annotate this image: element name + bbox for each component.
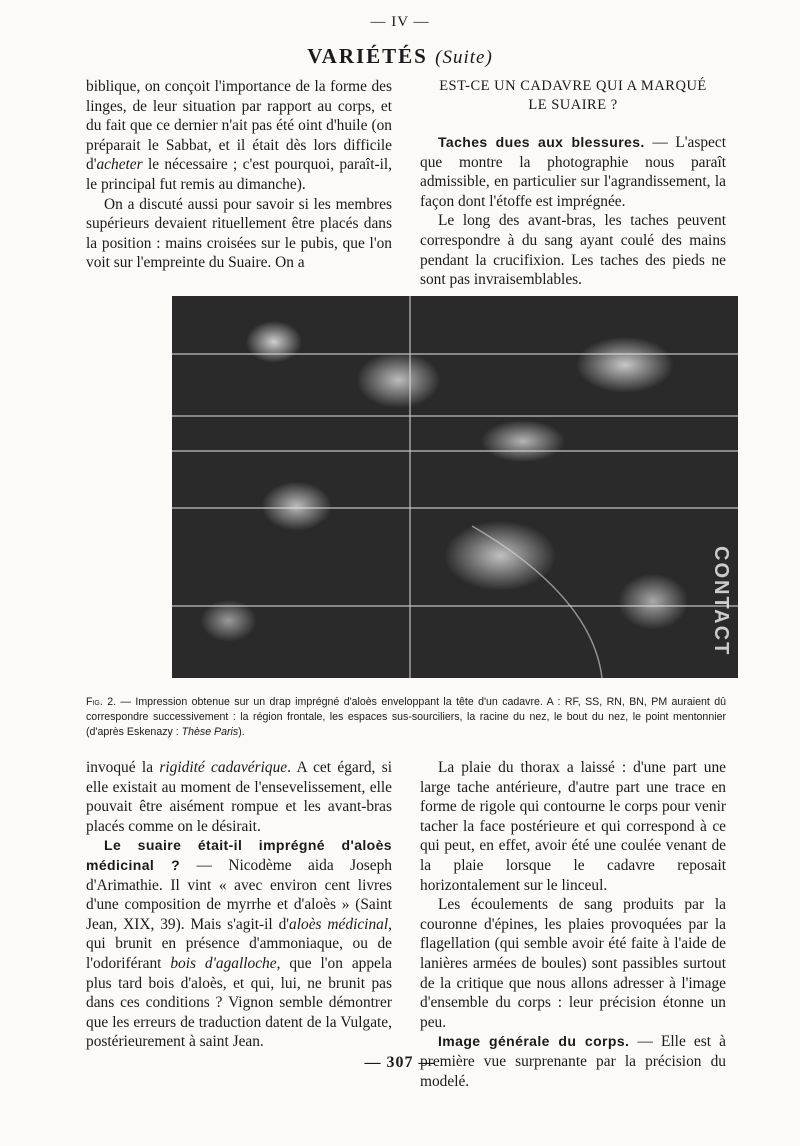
text-run: , qui brunit en présence d'ammoniaque, ou de l'odoriférant (86, 915, 392, 972)
page-number: — 307 — (364, 1054, 436, 1071)
text-run: , que l'on appela plus tard bois d'aloès, et qui, lui, ne brunit pas dans ces conditions ? Vignon semble démontrer que les erreurs de traduction datent de la Vulgate, postérieurement à saint Jean. (86, 954, 392, 1051)
paragraph (86, 758, 392, 836)
text-run: biblique, on conçoit l'importance de la forme des linges, de leur situation par rapport au corps, et du fait que ce dernier n'ait pas été oint d'huile (on préparait le Sabbat, et il était dès lors difficile d' (86, 78, 392, 174)
text-run: . A cet égard, si elle existait au moment de l'ensevelissement, elle pouvait être aisément rompue et les avant-bras placés comme on le désirait. (86, 759, 392, 835)
column-bottom-left (86, 758, 392, 1052)
emphasis: aloès médicinal (289, 915, 389, 933)
article-title-line: LE SUAIRE ? (528, 97, 618, 113)
emphasis: rigidité cadavérique (159, 759, 288, 776)
run-in-heading: Image générale du corps. (438, 1033, 630, 1050)
column-bottom-right (420, 758, 726, 1091)
photo-grid-lines (172, 296, 738, 678)
paragraph: Le long des avant-bras, les taches peuvent correspondre à du sang ayant coulé des mains pendant la crucifixion. Les taches des pieds ne sont pas invraisemblables. (420, 212, 726, 289)
section-title-main: VARIÉTÉS (307, 44, 428, 68)
emphasis: acheter (96, 156, 143, 174)
paragraph (420, 133, 726, 211)
text-run: — Nicodème aida Joseph d'Arimathie. Il vint « avec environ cent livres d'une composition de myrrhe et d'aloès » (Saint Jean, XIX, 39). Mais s'agit-il d' (86, 856, 393, 933)
paragraph: La plaie du thorax a laissé : d'une part une large tache antérieure, d'autre part une trace en forme de rigole qui contourne le corps pour venir tacher la face postérieure et qui correspond à ce qui peut, en effet, avoir été une coulée venant de la plaie lorsque le cadavre reposait horizontalement sur le linceul. (420, 759, 726, 894)
caption-text: ). (238, 726, 245, 738)
figure-caption (86, 695, 726, 740)
article-title-line: EST-CE UN CADAVRE QUI A MARQUÉ (439, 78, 707, 94)
figure-label: Fig. 2. (86, 696, 117, 708)
caption-text: — Impression obtenue sur un drap imprégné d'aloès enveloppant la tête d'un cadavre. A : RF, SS, RN, BN, PM auraient dû correspondre successivement : la région frontale, les espaces sus-sourciliers, la racine du nez, le bout du nez, le point mentonnier (d'après Eskenazy : (86, 696, 726, 738)
column-top-left (86, 77, 392, 273)
column-top-right (420, 77, 726, 290)
paragraph (86, 836, 392, 1052)
photo-stamp-text: CONTACT (710, 546, 732, 657)
paragraph (86, 77, 392, 195)
text-run: invoqué la (86, 759, 160, 776)
page-roman-numeral: — IV — (370, 14, 430, 30)
run-in-heading: Taches dues aux blessures. (438, 134, 645, 150)
shroud-photograph (172, 296, 738, 678)
run-in-heading: Le suaire était-il imprégné d'aloès médicinal ? (86, 837, 392, 873)
caption-emphasis: Thèse Paris (181, 726, 239, 738)
text-run: le nécessaire ; c'est pourquoi, paraît-il, le principal fut remis au dimanche). (86, 156, 392, 193)
text-run: — L'aspect que montre la photographie nous paraît admissible, en particulier sur l'agrandissement, la façon dont l'étoffe est imprégnée. (420, 134, 726, 210)
section-title-suite: (Suite) (435, 47, 493, 68)
article-title (420, 77, 726, 115)
section-title (0, 44, 800, 69)
paragraph: On a discuté aussi pour savoir si les membres supérieurs devaient rituellement être placés dans la position : mains croisées sur le pubis, que l'on voit sur l'empreinte du Suaire. On a (86, 195, 392, 272)
paragraph: Les écoulements de sang produits par la couronne d'épines, les plaies provoquées par la flagellation (qui semble avoir été faite à l'aide de lanières armées de boules) sont passibles surtout de la critique que nous allons adresser à l'image d'ensemble du corps : leur précision étonne un peu. (420, 896, 726, 1031)
emphasis: bois d'agalloche (170, 954, 277, 972)
text-run: — Elle est à première vue surprenante par la précision du modelé. (420, 1033, 726, 1090)
